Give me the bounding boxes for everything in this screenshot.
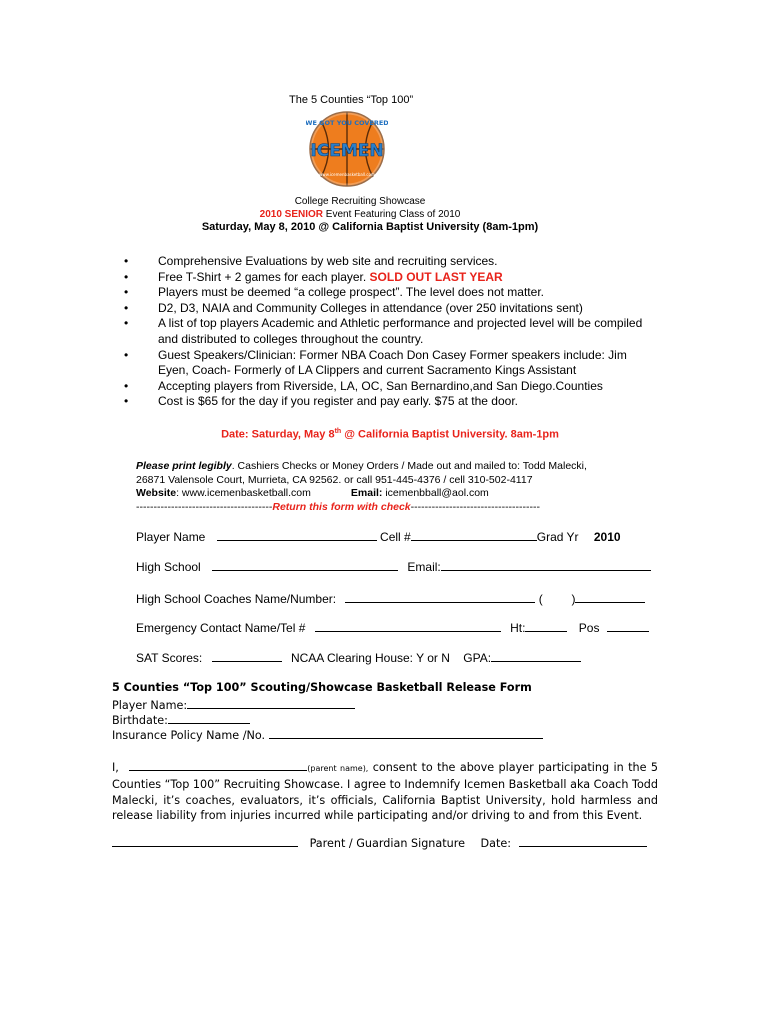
event-highlight: 2010 SENIOR [259, 209, 324, 220]
release-player-row: Player Name: [112, 697, 355, 712]
icemen-logo [306, 108, 388, 190]
coaches-row: High School Coaches Name/Number: ( ) [136, 591, 645, 606]
coaches-number-field[interactable] [575, 591, 645, 603]
feature-list [118, 254, 658, 410]
email-link[interactable]: icemenbball@aol.com [382, 487, 489, 499]
signature-date-field[interactable] [519, 835, 647, 847]
player-info-row: Player Name Cell # Grad Yr 2010 [136, 530, 621, 544]
release-insurance-row: Insurance Policy Name /No. [112, 727, 543, 742]
sold-out-badge: SOLD OUT LAST YEAR [369, 269, 503, 284]
grad-yr-value: 2010 [593, 530, 621, 544]
gpa-field[interactable] [491, 650, 581, 662]
svg-text:ICEMEN: ICEMEN [310, 141, 384, 161]
list-item: • A list of top players Academic and Athletic performance and projected level will be compiled and distributed to colleges throughout the country. [118, 316, 658, 347]
position-field[interactable] [607, 620, 649, 632]
coaches-name-field[interactable] [345, 591, 535, 603]
email-field[interactable] [441, 559, 651, 571]
return-form-note: Return this form with check [272, 500, 411, 513]
sat-field[interactable] [212, 650, 282, 662]
svg-text:www.icemenbasketball.com: www.icemenbasketball.com [319, 172, 375, 177]
list-item: • Guest Speakers/Clinician: Former NBA Coach Don Casey Former speakers include: Jim Eyen, Coach- Formerly of LA Clippers and current Sacramento Kings Assistant [118, 348, 658, 379]
release-heading: 5 Counties “Top 100” Scouting/Showcase Basketball Release Form [112, 681, 532, 694]
signature-field[interactable] [112, 835, 298, 847]
high-school-row: High School Email: [136, 559, 651, 574]
document-title: The 5 Counties “Top 100” [289, 94, 414, 106]
signature-row: Parent / Guardian Signature Date: [112, 835, 647, 850]
high-school-field[interactable] [212, 559, 398, 571]
insurance-field[interactable] [269, 727, 543, 739]
list-item: • Players must be deemed “a college prospect”. The level does not matter. [118, 285, 658, 301]
svg-text:WE GOT YOU COVERED: WE GOT YOU COVERED [306, 119, 388, 127]
print-legibly-label: Please print legibly [136, 460, 232, 472]
list-item: • Free T-Shirt + 2 games for each player. SOLD OUT LAST YEAR [118, 270, 658, 286]
list-item: • Comprehensive Evaluations by web site and recruiting services. [118, 254, 658, 270]
birthdate-field[interactable] [168, 712, 250, 724]
website-link[interactable]: : www.icemenbasketball.com [176, 487, 311, 499]
event-date-line: Saturday, May 8, 2010 @ California Baptist University (8am-1pm) [201, 221, 539, 233]
list-item: • D2, D3, NAIA and Community Colleges in attendance (over 250 invitations sent) [118, 301, 658, 317]
emergency-row: Emergency Contact Name/Tel # Ht: Pos [136, 620, 649, 635]
mail-instructions: Please print legibly. Cashiers Checks or Money Orders / Made out and mailed to: Todd Malecki, 26871 Valensole Court, Murrieta, CA 92562. or call 951-445-4376 / cell 310-502-4117 Website: www.icemenbasketball.com Email: icemenbball@aol.com ---------------------------------------Return this form with check------------------------------------- [136, 460, 676, 514]
consent-paragraph: I, (parent name), consent to the above player participating in the 5 Counties “Top 100” Recruiting Showcase. I agree to Indemnify Icemen Basketball aka Coach Todd Malecki, it’s coaches, evaluators, it’s officials, California Baptist University, hold harmless and release liability from injuries incurred while participating and/or driving to and from this Event. [112, 761, 658, 823]
basketball-logo-icon [306, 108, 388, 190]
list-item: • Cost is $65 for the day if you register and pay early. $75 at the door. [118, 394, 658, 410]
cell-field[interactable] [411, 529, 537, 541]
height-field[interactable] [525, 620, 567, 632]
parent-name-field[interactable] [129, 759, 307, 771]
event-rest: Event Featuring Class of 2010 [323, 209, 461, 220]
address-line: 26871 Valensole Court, Murrieta, CA 92562. or call 951-445-4376 / cell 310-502-4117 [136, 473, 533, 486]
subtitle: College Recruiting Showcase [294, 196, 426, 207]
player-name-field[interactable] [217, 529, 377, 541]
list-item: • Accepting players from Riverside, LA, OC, San Bernardino,and San Diego.Counties [118, 379, 658, 395]
release-birthdate-row: Birthdate: [112, 712, 250, 727]
release-player-name-field[interactable] [187, 697, 355, 709]
event-line [180, 209, 540, 220]
academics-row: SAT Scores: NCAA Clearing House: Y or N GPA: [136, 650, 581, 665]
red-date-line: Date: Saturday, May 8th @ California Baptist University. 8am-1pm [221, 428, 559, 441]
emergency-contact-field[interactable] [315, 620, 501, 632]
